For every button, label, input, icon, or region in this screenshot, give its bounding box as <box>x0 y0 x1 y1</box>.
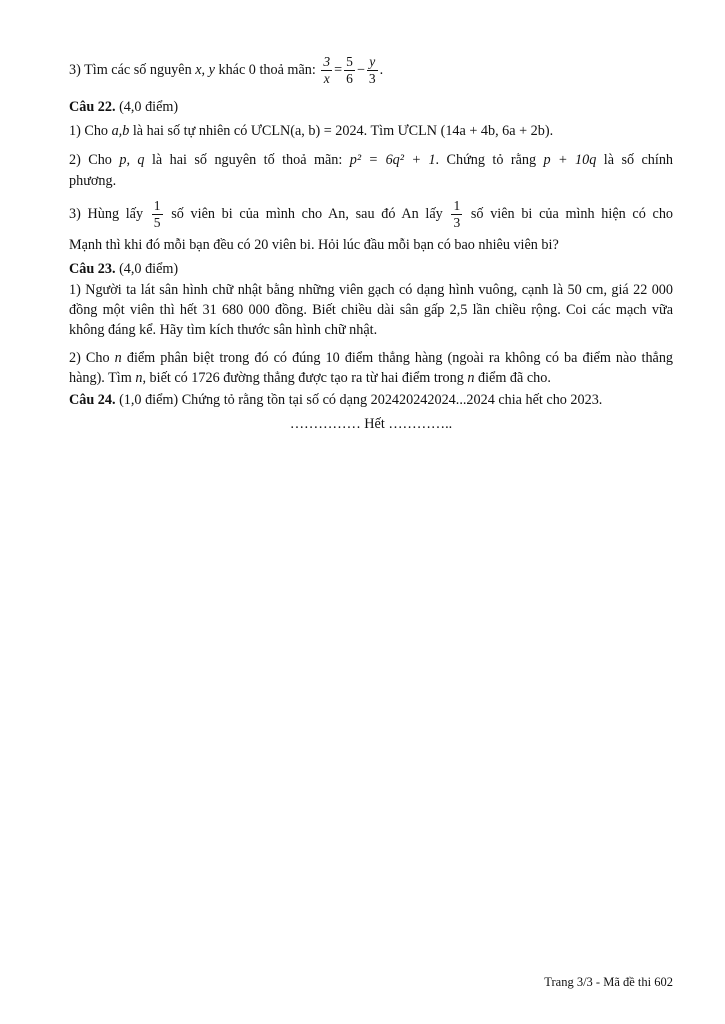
q22-part2: 2) Cho p, q là hai số nguyên tố thoả mãn: p² = 6q² + 1. Chứng tỏ rằng p + 10q là số chính <box>69 152 674 168</box>
q23-part1: 1) Người ta lát sân hình chữ nhật bằng những viên gạch có dạng hình vuông, cạnh là 50 cm, giá 22 000 đồng một viên thì hết 31 680 000 đồng. Biết chiều dài sân gấp 2,5 lần chiều rộng. Coi các mạch vữa không đáng kể. Hãy tìm kích thước sân hình chữ nhật. <box>69 282 673 338</box>
q22-part1: 1) Cho a,b là hai số tự nhiên có ƯCLN(a, b) = 2024. Tìm ƯCLN (14a + 4b, 6a + 2b). <box>69 123 554 139</box>
fraction-1-over-3: $\frac{1}{3}$ <box>453 198 461 231</box>
q22-points: (4,0 điểm) <box>119 99 179 115</box>
q22-title: Câu 22. <box>69 99 116 115</box>
q21-3-middle: khác 0 thoả mãn: <box>218 62 316 78</box>
q22-part3: 3) Hùng lấy $\frac{1}{5}$ số viên bi của mình cho An, sau đó An lấy $\frac{1}{3}$ số viên bi của mình hiện có cho <box>69 198 674 231</box>
q23-heading <box>69 258 673 280</box>
page-footer: Trang 3/3 - Mã đề thi 602 <box>544 975 673 989</box>
q24-title: Câu 24. <box>69 392 116 408</box>
fraction-5-over-6: $\frac{5}{6}$ <box>346 54 353 87</box>
equals-sign: = <box>334 62 343 78</box>
q22-heading <box>69 96 673 118</box>
end-marker: …………… Hết ………….. <box>289 416 453 432</box>
q22-part2-line2: phương. <box>69 173 117 189</box>
q22-equation: p² = 6q² + 1 <box>349 152 436 168</box>
q24-text: (1,0 điểm) Chứng tỏ rằng tồn tại số có dạng 202420242024...2024 chia hết cho 2023. <box>119 392 603 408</box>
q22-part3-line2: Mạnh thì khi đó mỗi bạn đều có 20 viên bi. Hỏi lúc đầu mỗi bạn có bao nhiêu viên bi? <box>69 237 559 253</box>
q23-title: Câu 23. <box>69 261 116 277</box>
q22-expression: p + 10q <box>543 152 597 168</box>
fraction-1-over-5: $\frac{1}{5}$ <box>153 198 161 231</box>
q21-3-prefix: 3) Tìm các số nguyên <box>69 62 192 78</box>
fraction-3-over-x: $\frac{3}{x}$ <box>323 54 331 87</box>
q23-points: (4,0 điểm) <box>119 261 179 277</box>
q21-3-vars: x, y <box>195 62 215 78</box>
q21-part3: 3) Tìm các số nguyên x, y khác 0 thoả mãn: $\frac{3}{x}$ = $\frac{5}{6}$ − $\frac{y}{3}$ . <box>69 54 384 87</box>
minus-sign: − <box>356 62 365 78</box>
exam-page <box>69 48 673 436</box>
q22-part1-text: là hai số tự nhiên có ƯCLN(a, b) = 2024. Tìm ƯCLN (14a + 4b, 6a + 2b). <box>132 123 554 139</box>
q24 <box>69 388 673 412</box>
q23-part2: 2) Cho n điểm phân biệt trong đó có đúng 10 điểm thẳng hàng (ngoài ra không có ba điểm nào thẳng hàng). Tìm n, biết có 1726 đường thẳng được tạo ra từ hai điểm trong n điểm đã cho. <box>69 350 674 386</box>
fraction-y-over-3: $\frac{y}{3}$ <box>368 54 376 87</box>
